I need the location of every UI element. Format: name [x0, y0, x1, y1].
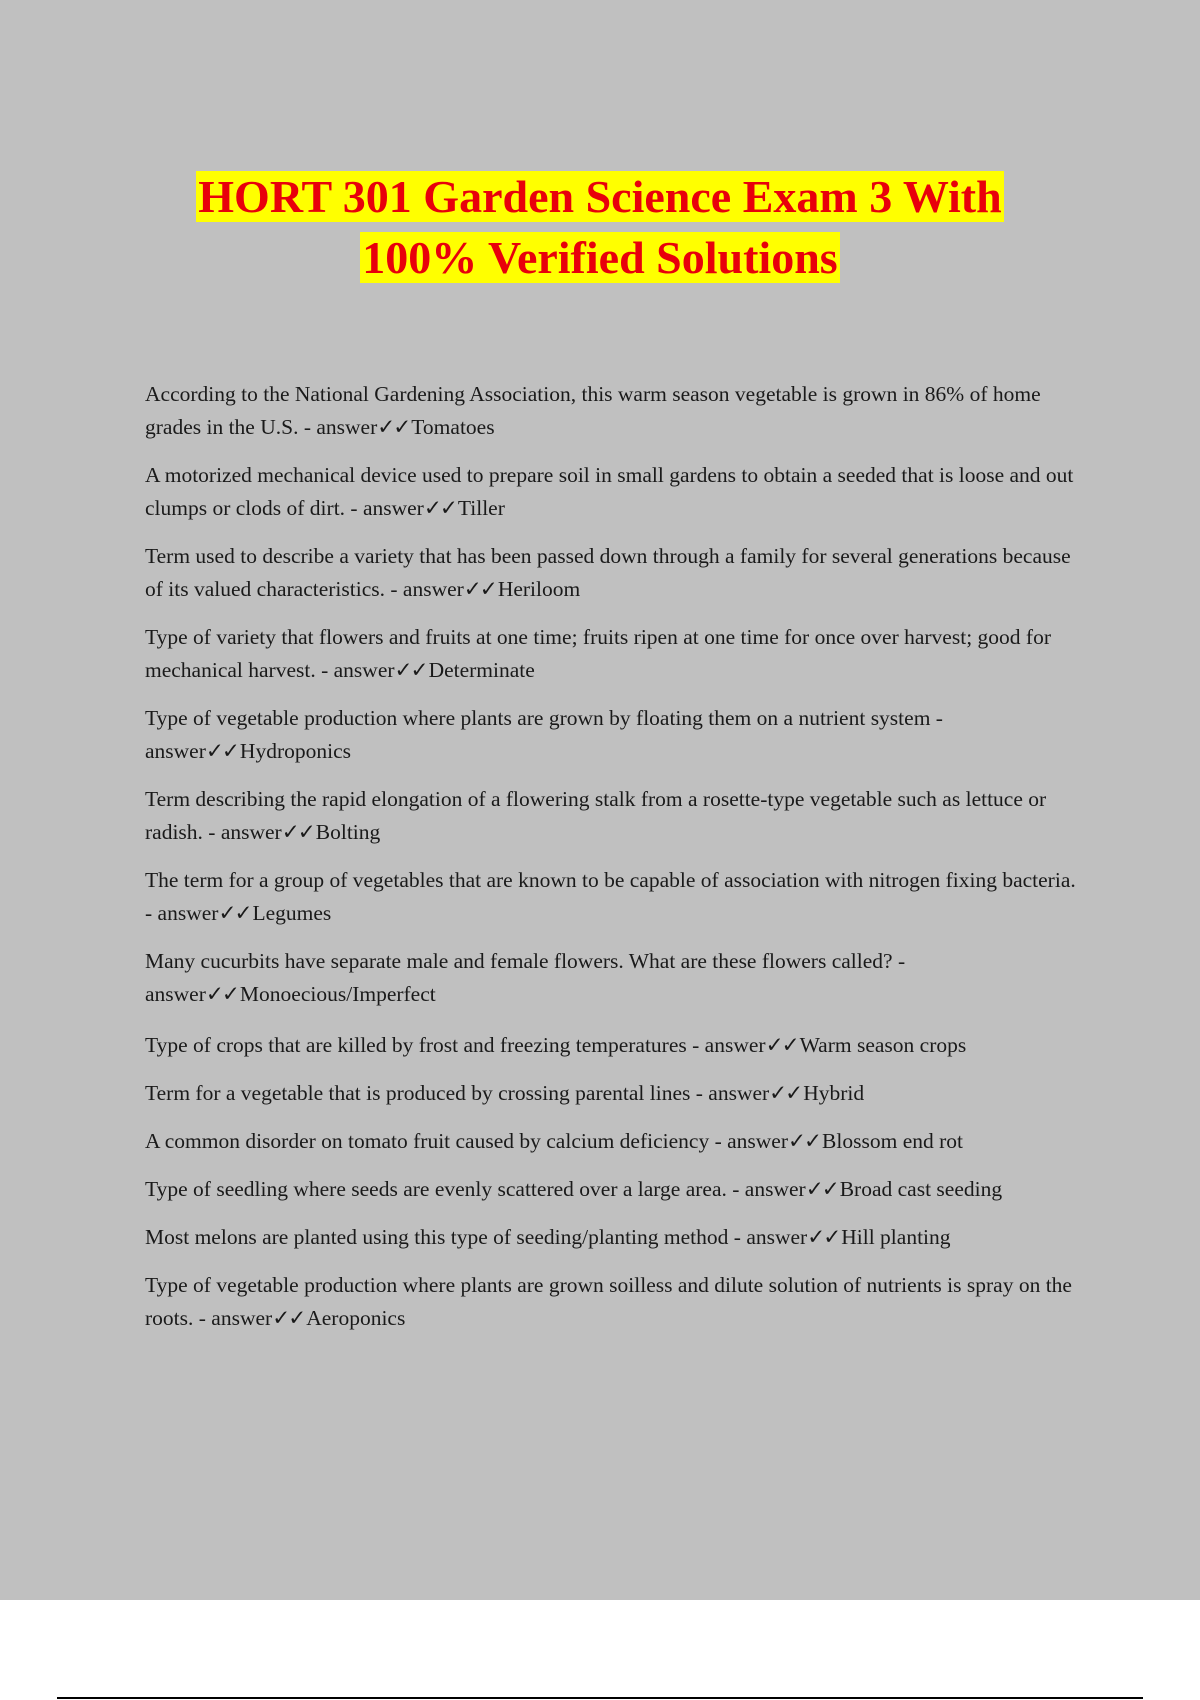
- footer-divider: [57, 1697, 1143, 1699]
- check-icon: ✓✓: [463, 577, 496, 601]
- answer-prefix: answer: [727, 1129, 789, 1153]
- answer-prefix: answer: [145, 739, 206, 763]
- qa-item: [145, 1077, 1085, 1110]
- answer-prefix: answer: [362, 496, 424, 520]
- qa-item: [145, 459, 1085, 525]
- answer-prefix: answer: [211, 1306, 273, 1330]
- check-icon: ✓✓: [765, 1033, 798, 1057]
- qa-item: [145, 864, 1085, 930]
- answer-text: Warm season crops: [799, 1033, 967, 1057]
- check-icon: ✓✓: [769, 1081, 802, 1105]
- qa-item: [145, 1269, 1085, 1335]
- question-text: According to the National Gardening Association, this warm season vegetable is grown in 86% of home grades in the U.S. -: [145, 382, 1041, 439]
- question-text: Term for a vegetable that is produced by crossing parental lines -: [145, 1081, 709, 1105]
- answer-prefix: answer: [220, 820, 282, 844]
- qa-item: [145, 1029, 1085, 1062]
- check-icon: ✓✓: [281, 820, 314, 844]
- answer-text: Tiller: [457, 496, 505, 520]
- check-icon: ✓✓: [218, 901, 251, 925]
- question-text: A common disorder on tomato fruit caused by calcium deficiency -: [145, 1129, 728, 1153]
- qa-item: [145, 1221, 1085, 1254]
- qa-item: [145, 945, 1085, 1011]
- question-text: Type of seedling where seeds are evenly scattered over a large area. -: [145, 1177, 745, 1201]
- question-text: Type of crops that are killed by frost and freezing temperatures -: [145, 1033, 705, 1057]
- qa-list: [145, 378, 1085, 1350]
- answer-prefix: answer: [333, 658, 395, 682]
- question-text: Term used to describe a variety that has been passed down through a family for several generations because of its valued characteristics. -: [145, 544, 1071, 601]
- check-icon: ✓✓: [788, 1129, 821, 1153]
- answer-text: Hydroponics: [239, 739, 351, 763]
- question-text: Type of vegetable production where plants are grown by floating them on a nutrient system -: [145, 706, 943, 730]
- question-text: Many cucurbits have separate male and female flowers. What are these flowers called? -: [145, 949, 906, 973]
- answer-prefix: answer: [145, 982, 206, 1006]
- answer-prefix: answer: [744, 1177, 806, 1201]
- question-text: Most melons are planted using this type of seeding/planting method -: [145, 1225, 747, 1249]
- answer-prefix: answer: [316, 415, 378, 439]
- question-text: The term for a group of vegetables that are known to be capable of association with nitrogen fixing bacteria. -: [145, 868, 1076, 925]
- answer-text: Aeroponics: [306, 1306, 406, 1330]
- question-text: A motorized mechanical device used to prepare soil in small gardens to obtain a seeded that is loose and out clumps or clods of dirt. -: [145, 463, 1074, 520]
- answer-text: Hill planting: [841, 1225, 951, 1249]
- title-line-2: 100% Verified Solutions: [362, 232, 838, 283]
- qa-item: [145, 702, 1085, 768]
- check-icon: ✓✓: [205, 982, 238, 1006]
- answer-text: Blossom end rot: [822, 1129, 963, 1153]
- check-icon: ✓✓: [807, 1225, 840, 1249]
- check-icon: ✓✓: [205, 739, 238, 763]
- document-title: [0, 166, 1200, 288]
- answer-text: Broad cast seeding: [839, 1177, 1003, 1201]
- check-icon: ✓✓: [272, 1306, 305, 1330]
- answer-prefix: answer: [708, 1081, 770, 1105]
- answer-prefix: answer: [157, 901, 219, 925]
- answer-text: Monoecious/Imperfect: [239, 982, 436, 1006]
- answer-text: Tomatoes: [411, 415, 495, 439]
- qa-item: [145, 540, 1085, 606]
- answer-text: Heriloom: [497, 577, 581, 601]
- qa-item: [145, 1125, 1085, 1158]
- question-text: Type of variety that flowers and fruits at one time; fruits ripen at one time for once over harvest; good for mechanical harvest. -: [145, 625, 1051, 682]
- qa-item: [145, 1173, 1085, 1206]
- title-line-1: HORT 301 Garden Science Exam 3 With: [198, 171, 1002, 222]
- check-icon: ✓✓: [423, 496, 456, 520]
- check-icon: ✓✓: [377, 415, 410, 439]
- check-icon: ✓✓: [805, 1177, 838, 1201]
- answer-text: Determinate: [428, 658, 535, 682]
- question-text: Term describing the rapid elongation of a flowering stalk from a rosette-type vegetable such as lettuce or radish. -: [145, 787, 1047, 844]
- answer-text: Bolting: [315, 820, 381, 844]
- answer-text: Legumes: [252, 901, 332, 925]
- answer-prefix: answer: [746, 1225, 808, 1249]
- qa-item: [145, 783, 1085, 849]
- answer-prefix: answer: [402, 577, 464, 601]
- question-text: Type of vegetable production where plants are grown soilless and dilute solution of nutrients is spray on the roots. -: [145, 1273, 1072, 1330]
- check-icon: ✓✓: [394, 658, 427, 682]
- answer-prefix: answer: [704, 1033, 766, 1057]
- answer-text: Hybrid: [803, 1081, 865, 1105]
- qa-item: [145, 621, 1085, 687]
- qa-item: [145, 378, 1085, 444]
